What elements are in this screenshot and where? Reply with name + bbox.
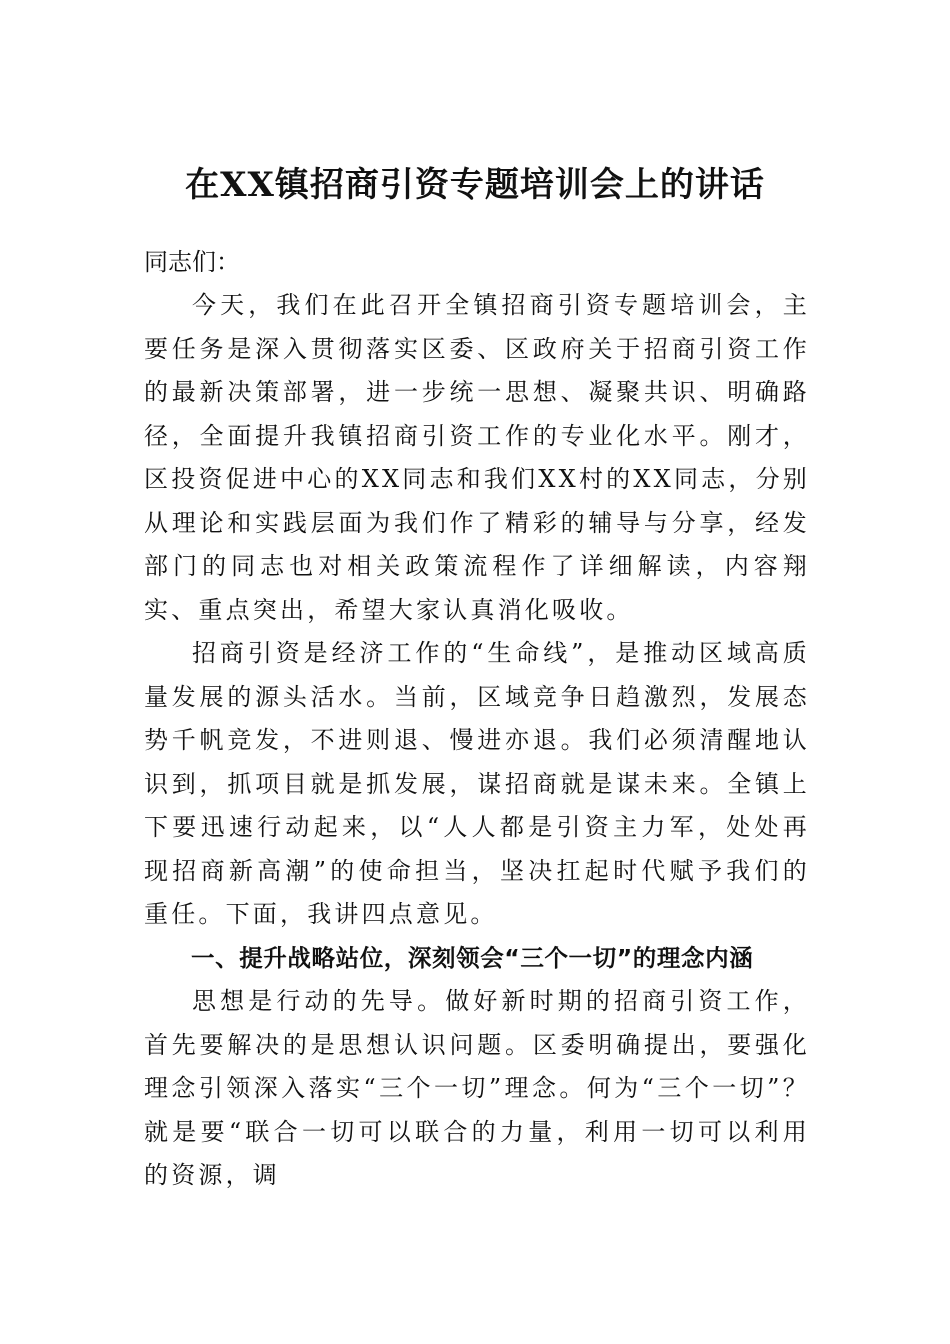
paragraph-importance: 招商引资是经济工作的“生命线”，是推动区域高质量发展的源头活水。当前，区域竞争日趋激烈，发展态势千帆竞发，不进则退、慢进亦退。我们必须清醒地认识到，抓项目就是抓发展，谋招商就是谋未来。全镇上下要迅速行动起来，以“人人都是引资主力军，处处再现招商新高潮”的使命担当，坚决扛起时代赋予我们的重任。下面，我讲四点意见。: [144, 639, 810, 928]
document-body: [144, 240, 810, 1198]
salutation: 同志们：: [144, 248, 240, 276]
paragraph-opening: 今天，我们在此召开全镇招商引资专题培训会，主要任务是深入贯彻落实区委、区政府关于招商引资工作的最新决策部署，进一步统一思想、凝聚共识、明确路径，全面提升我镇招商引资工作的专业化水平。刚才，区投资促进中心的XX同志和我们XX村的XX同志，分别从理论和实践层面为我们作了精彩的辅导与分享，经发部门的同志也对相关政策流程作了详细解读，内容翔实、重点突出，希望大家认真消化吸收。: [144, 291, 810, 624]
section-heading-1: 一、提升战略站位，深刻领会“三个一切”的理念内涵: [191, 943, 754, 972]
document-title: 在XX镇招商引资专题培训会上的讲话: [185, 165, 765, 205]
paragraph-section-1: 思想是行动的先导。做好新时期的招商引资工作，首先要解决的是思想认识问题。区委明确提出，要强化理念引领深入落实“三个一切”理念。何为“三个一切”？就是要“联合一切可以联合的力量，利用一切可以利用的资源，调: [144, 987, 810, 1189]
